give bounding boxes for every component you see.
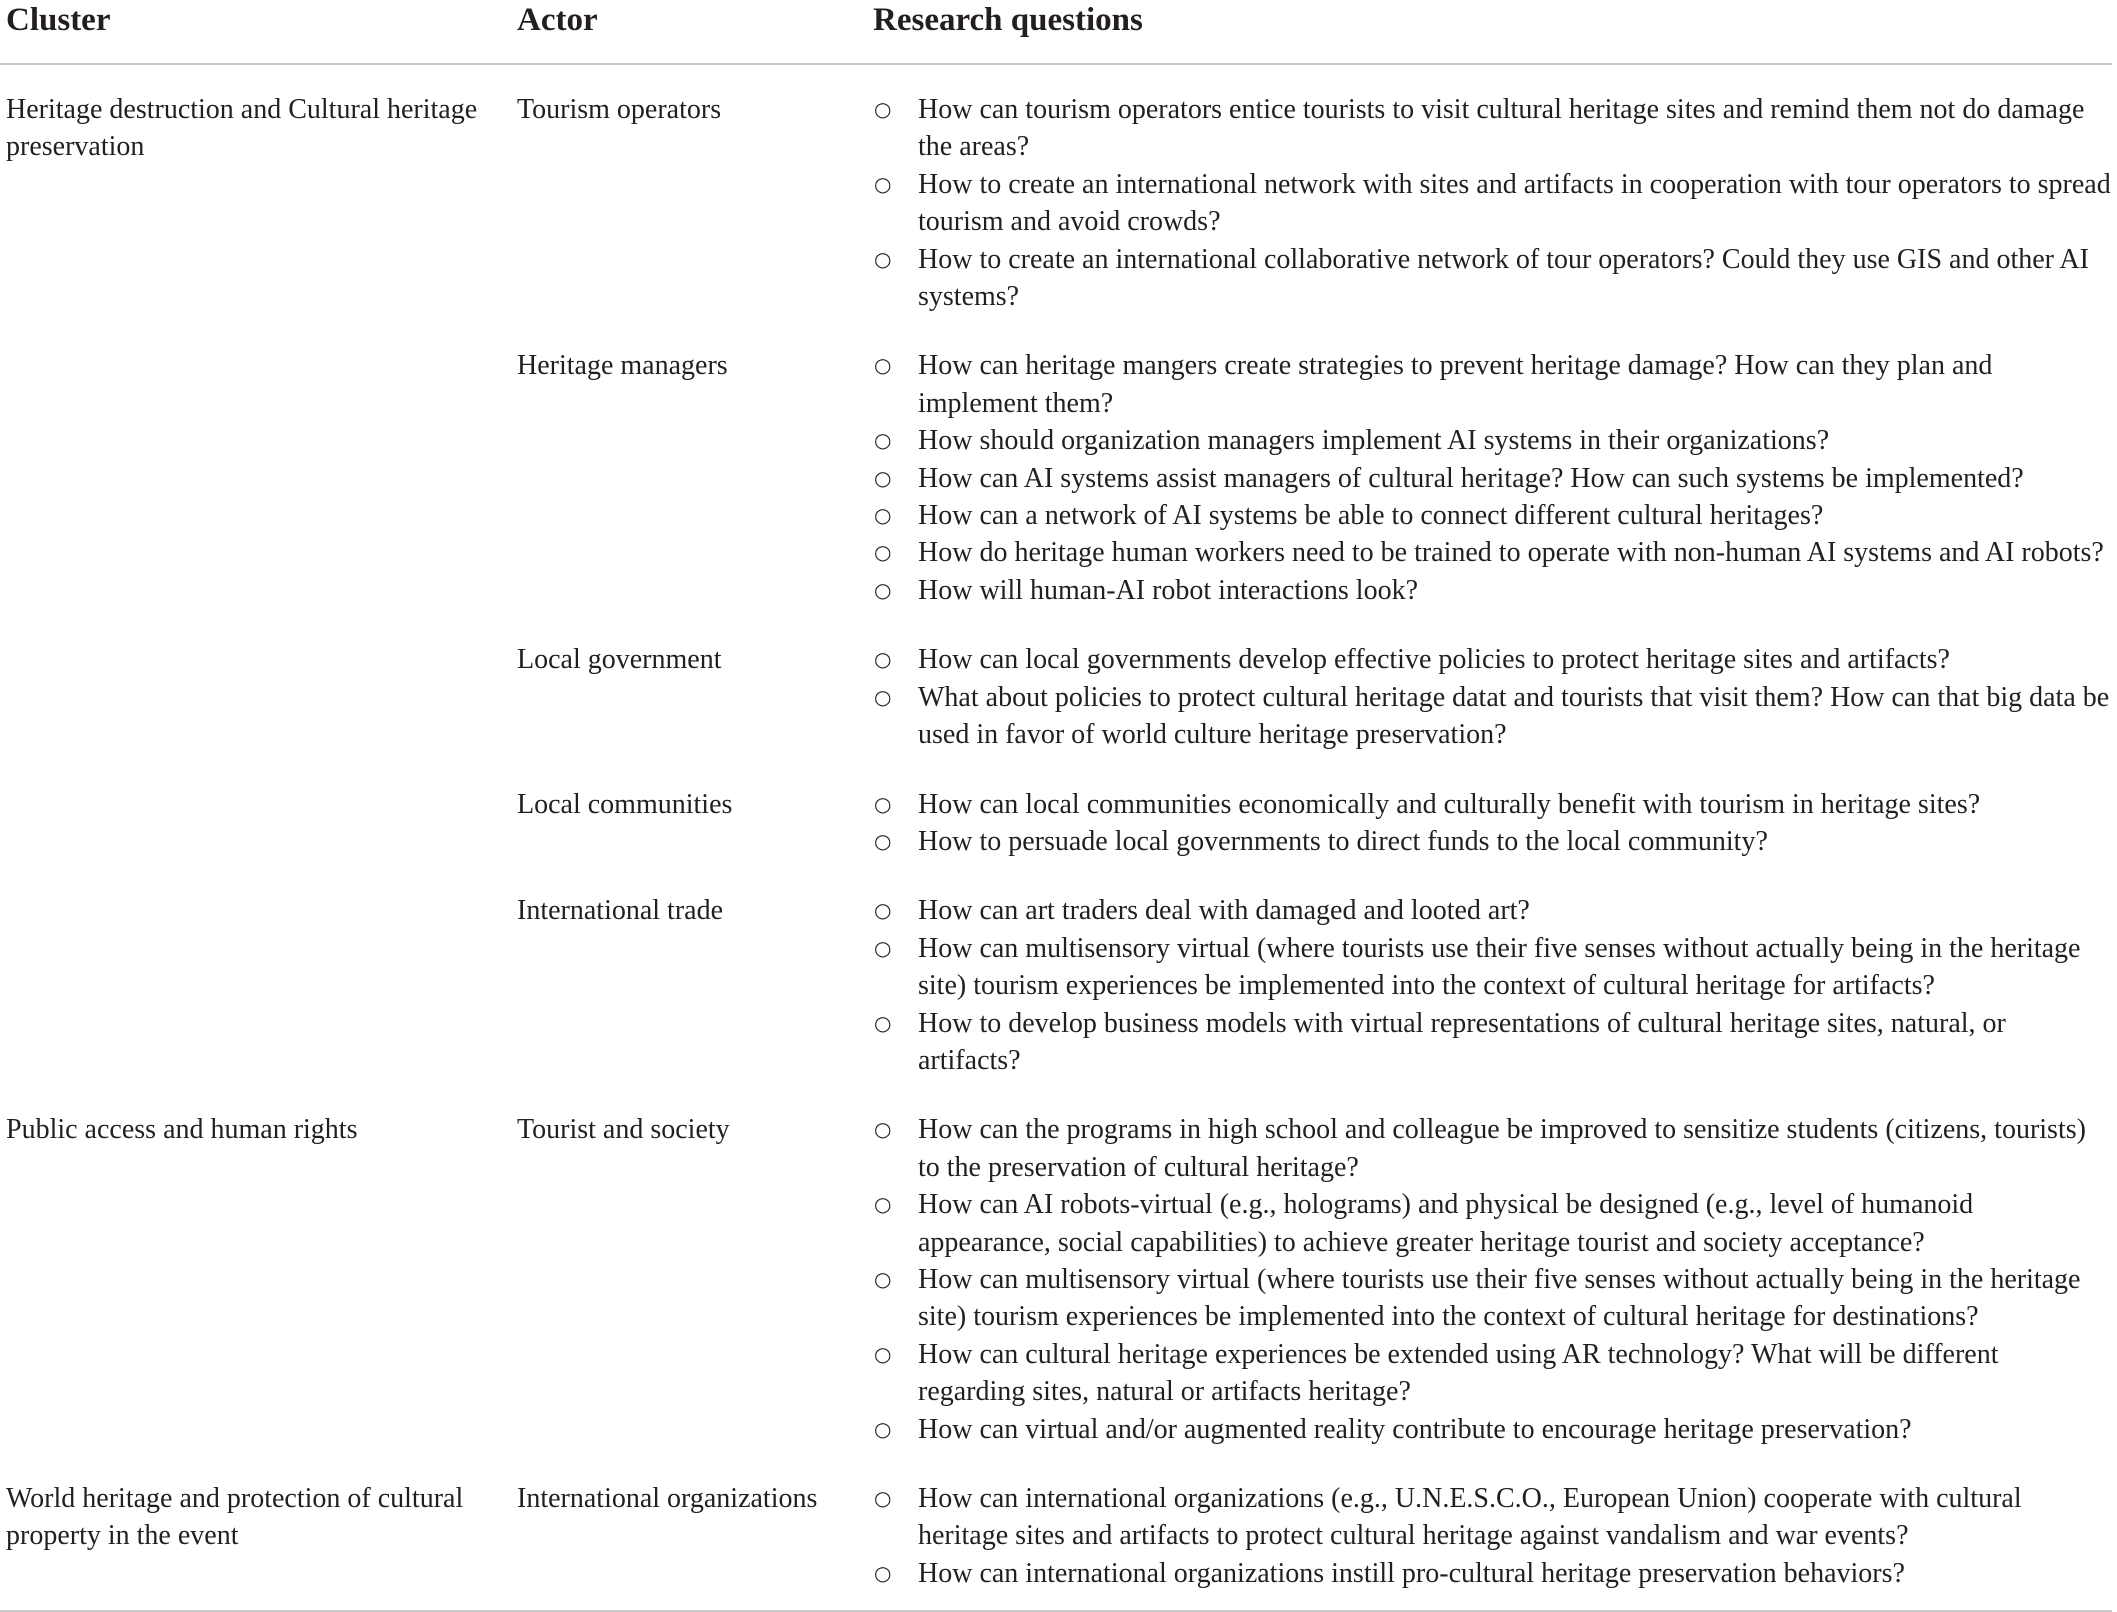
header-row	[0, 0, 2112, 64]
question-text: How can multisensory virtual (where tourists use their five senses without actually being in the heritage site) tourism experiences be implemented into the context of cultural heritage for artifacts?	[918, 932, 2081, 1002]
table-header	[0, 0, 2112, 64]
research-questions-cell	[867, 1456, 2112, 1611]
question-text: How can local communities economically and culturally benefit with tourism in heritage sites?	[918, 788, 1981, 820]
table-row	[0, 868, 2112, 1087]
actor-cell: Tourism operators	[517, 94, 722, 125]
research-questions-cell	[867, 64, 2112, 323]
question-item	[873, 460, 2112, 497]
research-questions-cell	[867, 617, 2112, 761]
research-questions-cell	[867, 1087, 2112, 1456]
question-text: How can local governments develop effective policies to protect heritage sites and artifacts?	[918, 644, 1950, 676]
question-list	[873, 1480, 2112, 1592]
question-item	[873, 347, 2112, 422]
question-list	[873, 786, 2112, 861]
circle-bullet-icon: ○	[874, 1117, 892, 1142]
question-list	[873, 91, 2112, 315]
question-item	[873, 1555, 2112, 1592]
circle-bullet-icon: ○	[874, 97, 892, 121]
question-item	[873, 1336, 2112, 1411]
actor-cell: Local government	[517, 644, 722, 676]
actor-cell: Heritage managers	[517, 350, 728, 382]
circle-bullet-icon: ○	[874, 1341, 892, 1366]
research-questions-cell	[867, 868, 2112, 1087]
circle-bullet-icon: ○	[874, 353, 892, 378]
table-body	[0, 64, 2112, 1611]
circle-bullet-icon: ○	[874, 1192, 892, 1217]
question-text: How can virtual and/or augmented reality contribute to encourage heritage preservation?	[918, 1413, 1912, 1445]
question-list	[873, 641, 2112, 753]
question-item	[873, 892, 2112, 929]
question-item	[873, 497, 2112, 534]
question-text: How can tourism operators entice tourists to visit cultural heritage sites and remind them not do damage the areas?	[918, 94, 2085, 163]
question-item	[873, 1005, 2112, 1080]
question-item	[873, 786, 2112, 823]
question-item	[873, 422, 2112, 459]
circle-bullet-icon: ○	[874, 577, 892, 602]
question-text: How can AI systems assist managers of cultural heritage? How can such systems be implemented?	[918, 462, 2024, 494]
question-text: How can the programs in high school and colleague be improved to sensitize students (citizens, tourists) to the preservation of cultural heritage?	[918, 1114, 2086, 1183]
question-item	[873, 166, 2112, 241]
circle-bullet-icon: ○	[874, 428, 892, 453]
circle-bullet-icon: ○	[874, 246, 892, 271]
cluster-cell	[0, 617, 511, 761]
question-item	[873, 930, 2112, 1005]
question-item	[873, 1411, 2112, 1448]
cluster-cell: Heritage destruction and Cultural heritage preservation	[6, 94, 478, 163]
circle-bullet-icon: ○	[874, 465, 892, 490]
question-list	[873, 892, 2112, 1079]
question-text: How will human-AI robot interactions look?	[918, 574, 1419, 606]
question-text: How can international organizations (e.g., U.N.E.S.C.O., European Union) cooperate with cultural heritage sites and artifacts to protect cultural heritage against vandalism and war events?	[918, 1483, 2022, 1552]
header-actor: Actor	[511, 0, 867, 64]
question-item	[873, 641, 2112, 678]
question-item	[873, 241, 2112, 316]
circle-bullet-icon: ○	[874, 1486, 892, 1510]
question-text: How can heritage mangers create strategies to prevent heritage damage? How can they plan and implement them?	[918, 350, 1993, 419]
research-questions-cell	[867, 323, 2112, 617]
circle-bullet-icon: ○	[874, 1416, 892, 1441]
circle-bullet-icon: ○	[874, 540, 892, 565]
question-list	[873, 347, 2112, 609]
table-row	[0, 617, 2112, 761]
cluster-cell	[0, 323, 511, 617]
circle-bullet-icon: ○	[874, 684, 892, 709]
question-item	[873, 572, 2112, 609]
circle-bullet-icon: ○	[874, 791, 892, 816]
header-research-questions: Research questions	[867, 0, 2112, 64]
circle-bullet-icon: ○	[874, 828, 892, 853]
table-row	[0, 762, 2112, 869]
research-questions-cell	[867, 762, 2112, 869]
cluster-cell: Public access and human rights	[6, 1114, 358, 1146]
question-item	[873, 1186, 2112, 1261]
question-item	[873, 823, 2112, 860]
circle-bullet-icon: ○	[874, 171, 892, 196]
circle-bullet-icon: ○	[874, 935, 892, 960]
question-item	[873, 1111, 2112, 1186]
table-row	[0, 323, 2112, 617]
table-row	[0, 64, 2112, 323]
question-item	[873, 1480, 2112, 1555]
table-row	[0, 1087, 2112, 1456]
question-text: How can a network of AI systems be able to connect different cultural heritages?	[918, 500, 1824, 532]
header-cluster: Cluster	[0, 0, 511, 64]
question-text: How can cultural heritage experiences be extended using AR technology? What will be different regarding sites, natural or artifacts heritage?	[918, 1338, 1999, 1408]
circle-bullet-icon: ○	[874, 1010, 892, 1035]
question-item	[873, 534, 2112, 571]
circle-bullet-icon: ○	[874, 1266, 892, 1291]
question-text: How to develop business models with virtual representations of cultural heritage sites, natural, or artifacts?	[918, 1007, 2006, 1076]
question-text: How do heritage human workers need to be trained to operate with non-human AI systems and AI robots?	[918, 537, 2104, 569]
cluster-cell: World heritage and protection of cultural property in the event	[0, 1456, 511, 1611]
question-item	[873, 1261, 2112, 1336]
question-text: How to create an international collaborative network of tour operators? Could they use GIS and other AI systems?	[918, 243, 2089, 313]
cluster-cell	[0, 762, 511, 869]
actor-cell: International organizations	[511, 1456, 867, 1611]
question-text: How can AI robots-virtual (e.g., holograms) and physical be designed (e.g., level of humanoid appearance, social capabilities) to achieve greater heritage tourist and society acceptance?	[918, 1189, 1974, 1258]
circle-bullet-icon: ○	[874, 647, 892, 672]
actor-cell: Local communities	[517, 788, 733, 820]
question-item	[873, 679, 2112, 754]
question-text: How can art traders deal with damaged and looted art?	[918, 895, 1530, 927]
question-list	[873, 1111, 2112, 1448]
circle-bullet-icon: ○	[874, 1560, 892, 1585]
circle-bullet-icon: ○	[874, 503, 892, 528]
circle-bullet-icon: ○	[874, 898, 892, 923]
cluster-cell	[0, 868, 511, 1087]
question-text: How can multisensory virtual (where tourists use their five senses without actually being in the heritage site) tourism experiences be implemented into the context of cultural heritage for destinations?	[918, 1263, 2081, 1333]
table-row	[0, 1456, 2112, 1611]
question-text: What about policies to protect cultural heritage datat and tourists that visit them? How can that big data be used in favor of world culture heritage preservation?	[918, 681, 2110, 751]
question-text: How should organization managers implement AI systems in their organizations?	[918, 425, 1830, 457]
question-text: How can international organizations instill pro-cultural heritage preservation behaviors?	[918, 1557, 1905, 1589]
question-text: How to persuade local governments to direct funds to the local community?	[918, 825, 1768, 857]
question-text: How to create an international network with sites and artifacts in cooperation with tour operators to spread tourism and avoid crowds?	[918, 168, 2111, 238]
question-item	[873, 91, 2112, 166]
actor-cell: Tourist and society	[517, 1114, 730, 1146]
actor-cell: International trade	[517, 895, 724, 927]
